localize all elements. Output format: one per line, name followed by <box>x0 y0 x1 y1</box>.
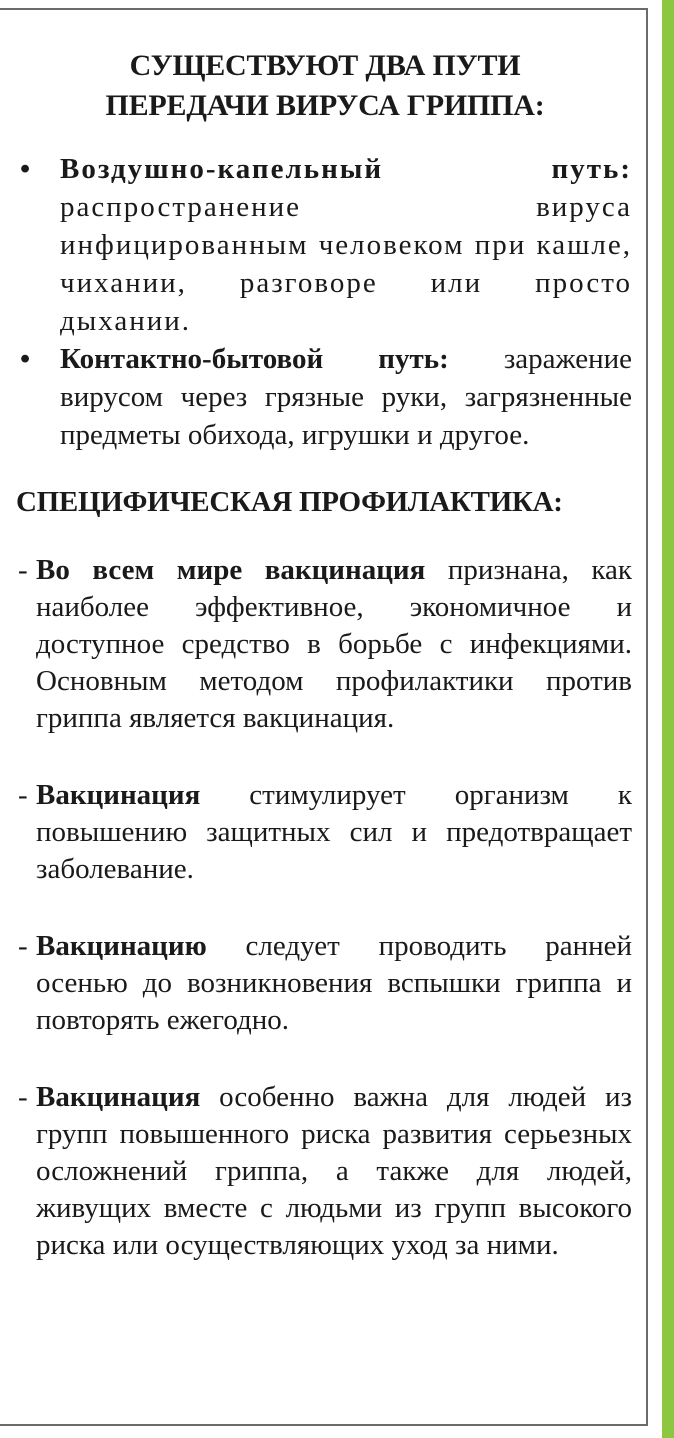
card-content <box>18 46 632 1264</box>
list-item <box>18 1079 632 1264</box>
info-card <box>0 8 648 1426</box>
green-accent-stripe <box>662 0 674 1438</box>
item-text: признана, как наиболее эффективное, экономичное и доступное средство в борьбе с инфекциями. Основным методом профилактики против гриппа является вакцинация. <box>36 554 632 734</box>
list-item <box>18 777 632 888</box>
item-text: следует проводить ранней осенью до возникновения вспышки гриппа и повторять ежегодно. <box>36 930 632 1036</box>
dash-marker: - <box>18 930 28 962</box>
list-item <box>18 928 632 1039</box>
dash-marker: - <box>18 779 28 811</box>
list-item <box>18 552 632 737</box>
item-bold-lead: Вакцинация <box>36 1081 201 1113</box>
contact-route-text: заражение вирусом через грязные руки, загрязненные предметы обихода, игрушки и другое. <box>60 343 632 451</box>
transmission-heading-line1: СУЩЕСТВУЮТ ДВА ПУТИ <box>129 49 521 82</box>
transmission-heading-line2: ПЕРЕДАЧИ ВИРУСА ГРИППА: <box>105 89 545 122</box>
item-text: стимулирует организм к повышению защитных сил и предотвращает заболевание. <box>36 779 632 885</box>
contact-route-title: Контактно-бытовой путь: <box>60 343 449 375</box>
airborne-route-text: распространение вируса инфицированным человеком при кашле, чихании, разговоре или просто дыхании. <box>60 191 632 337</box>
prophylaxis-heading: СПЕЦИФИЧЕСКАЯ ПРОФИЛАКТИКА: <box>16 486 563 518</box>
bullet-marker: • <box>20 343 31 375</box>
transmission-heading <box>18 46 632 126</box>
airborne-route-title: Воздушно-капельный путь: <box>60 153 632 185</box>
dash-marker: - <box>18 554 28 586</box>
transmission-list <box>18 150 632 454</box>
list-item <box>18 150 632 340</box>
item-text: особенно важна для людей из групп повышенного риска развития серьезных осложнений гриппа, а также для людей, живущих вместе с людьми из групп высокого риска или осуществляющих уход за ними. <box>36 1081 632 1261</box>
item-bold-lead: Вакцинацию <box>36 930 207 962</box>
dash-marker: - <box>18 1081 28 1113</box>
list-item <box>18 340 632 454</box>
bullet-marker: • <box>20 153 31 185</box>
item-bold-lead: Во всем мире вакцинация <box>36 554 426 586</box>
item-bold-lead: Вакцинация <box>36 779 201 811</box>
